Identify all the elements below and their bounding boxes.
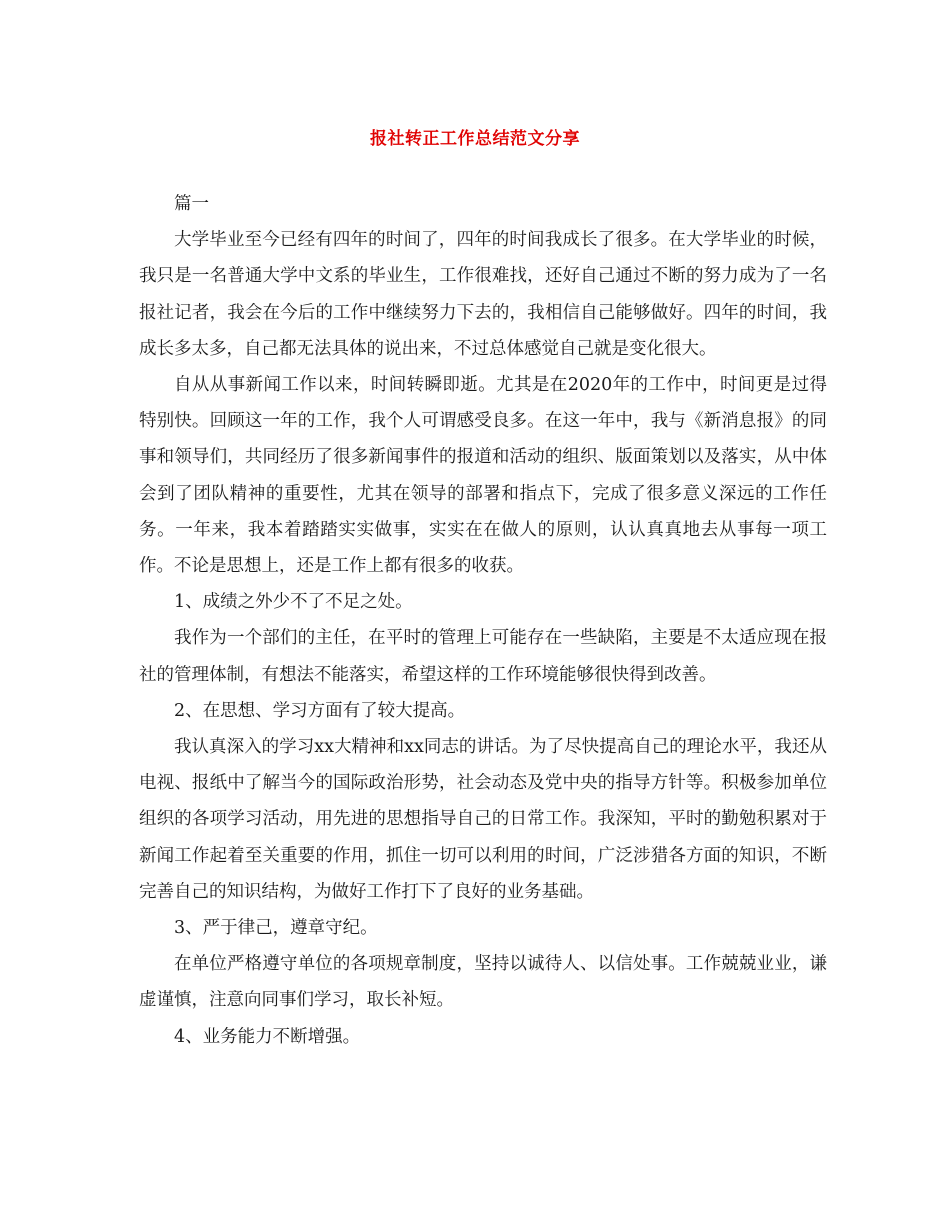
paragraph: 我认真深入的学习xx大精神和xx同志的讲话。为了尽快提高自己的理论水平，我还从电视、报纸中了解当今的国际政治形势，社会动态及党中央的指导方针等。积极参加单位组织的各项学习活动，用先进的思想指导自己的日常工作。我深知，平时的勤勉积累对于新闻工作起着至关重要的作用，抓住一切可以利用的时间，广泛涉猎各方面的知识，不断完善自己的知识结构，为做好工作打下了良好的业务基础。 [139, 737, 827, 902]
list-heading: 1、成绩之外少不了不足之处。 [174, 592, 413, 613]
section-heading: 篇一 [174, 194, 209, 214]
list-heading: 4、业务能力不断增强。 [174, 1026, 361, 1047]
paragraph: 在单位严格遵守单位的各项规章制度，坚持以诚待人、以信处事。工作兢兢业业，谦虚谨慎，注意向同事们学习，取长补短。 [139, 954, 827, 1011]
paragraph: 大学毕业至今已经有四年的时间了，四年的时间我成长了很多。在大学毕业的时候，我只是一名普通大学中文系的毕业生，工作很难找，还好自己通过不断的努力成为了一名报社记者，我会在今后的工作中继续努力下去的，我相信自己能够做好。四年的时间，我成长多太多，自己都无法具体的说出来，不过总体感觉自己就是变化很大。 [139, 230, 827, 359]
list-heading: 2、在思想、学习方面有了较大提高。 [174, 700, 466, 721]
document-body [139, 186, 827, 1055]
paragraph: 我作为一个部们的主任，在平时的管理上可能存在一些缺陷，主要是不太适应现在报社的管理体制，有想法不能落实，希望这样的工作环境能够很快得到改善。 [139, 628, 827, 685]
document-title: 报社转正工作总结范文分享 [370, 129, 580, 149]
paragraph: 自从从事新闻工作以来，时间转瞬即逝。尤其是在2020年的工作中，时间更是过得特别快。回顾这一年的工作，我个人可谓感受良多。在这一年中，我与《新消息报》的同事和领导们，共同经历了很多新闻事件的报道和活动的组织、版面策划以及落实，从中体会到了团队精神的重要性，尤其在领导的部署和指点下，完成了很多意义深远的工作任务。一年来，我本着踏踏实实做事，实实在在做人的原则，认认真真地去从事每一项工作。不论是思想上，还是工作上都有很多的收获。 [139, 375, 827, 577]
list-heading: 3、严于律己，遵章守纪。 [174, 918, 378, 939]
